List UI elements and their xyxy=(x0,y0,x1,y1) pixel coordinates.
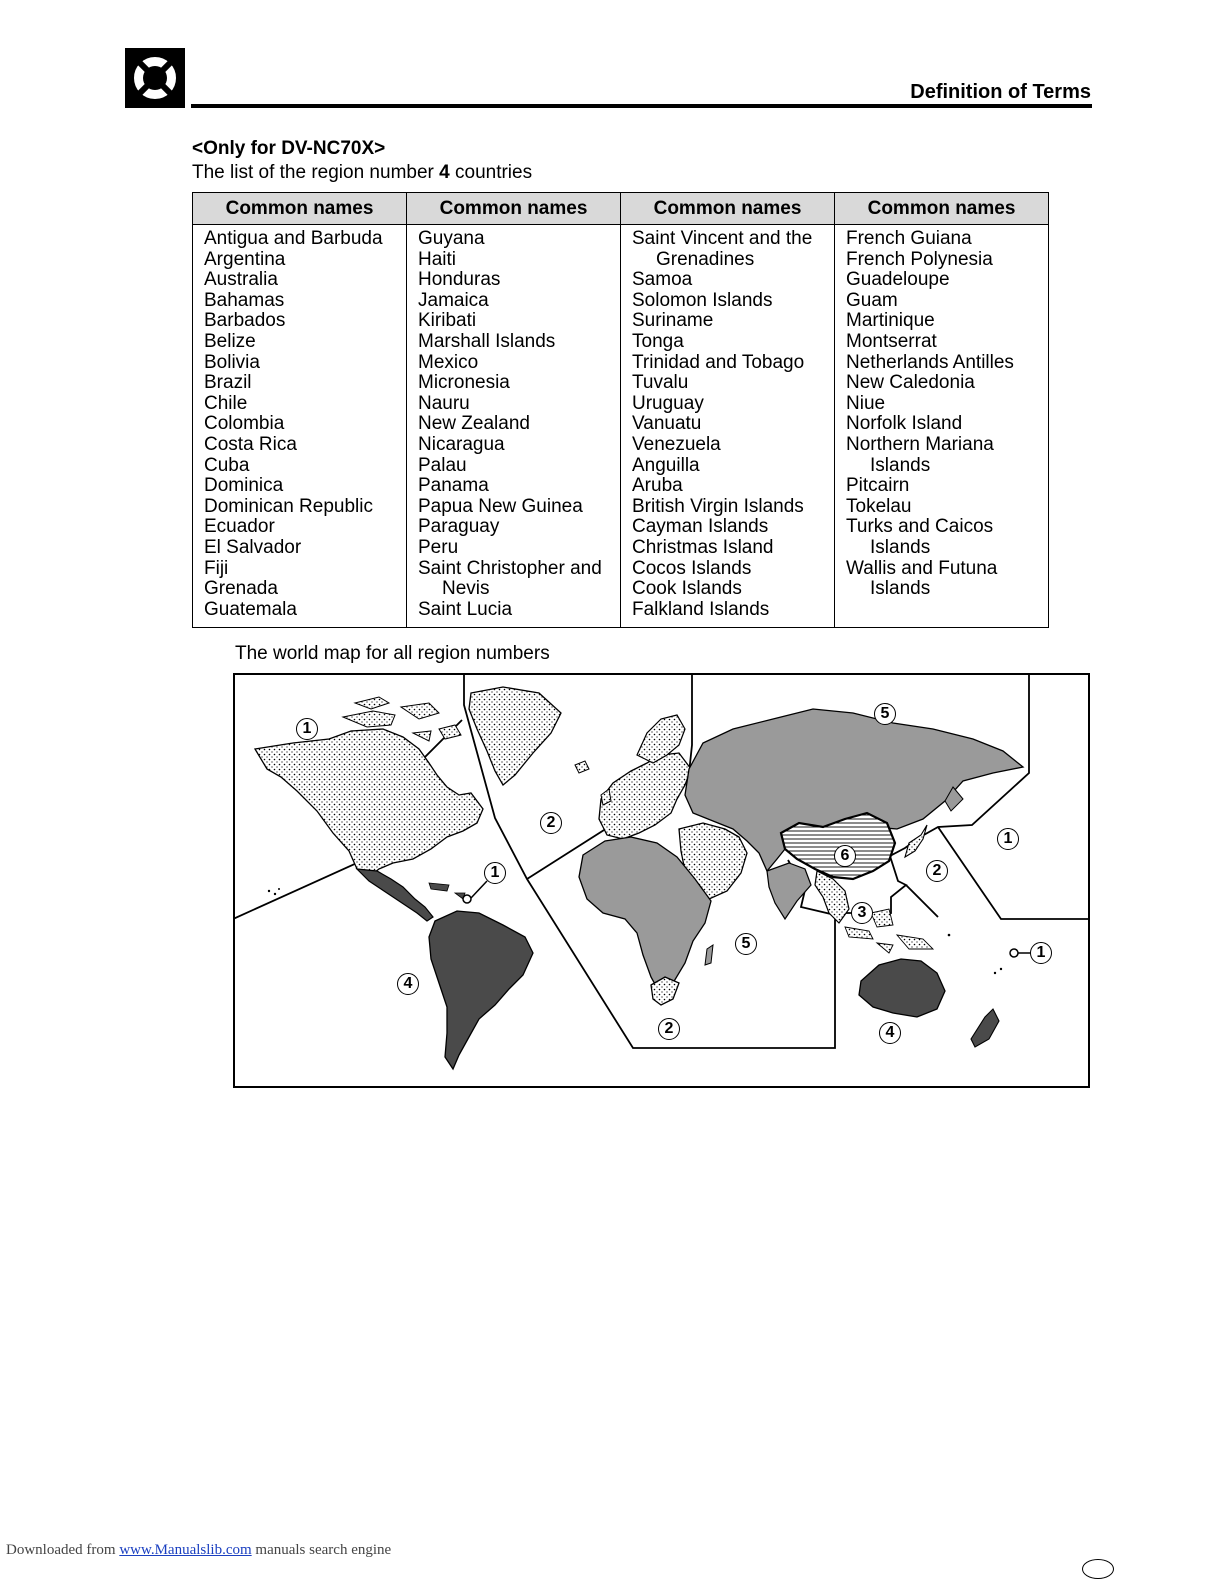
country-name: Colombia xyxy=(204,413,285,435)
country-name: Barbados xyxy=(204,310,286,332)
country-name: Suriname xyxy=(632,310,714,332)
country-name: Pitcairn xyxy=(846,475,910,497)
country-name: Cuba xyxy=(204,454,250,476)
country-name: Belize xyxy=(204,330,256,352)
region-4-country-table xyxy=(192,192,1049,628)
column-cell xyxy=(193,225,407,628)
country-name: Ecuador xyxy=(204,516,275,538)
country-list xyxy=(418,229,620,620)
country-name: Australia xyxy=(204,269,278,291)
column-cell xyxy=(621,225,835,628)
country-name: Kiribati xyxy=(418,310,477,332)
country-name: New Caledonia xyxy=(846,372,975,394)
region-number-label: 3 xyxy=(851,902,873,924)
intro-suffix: countries xyxy=(449,162,533,183)
column-header: Common names xyxy=(835,193,1049,225)
country-name: Trinidad and Tobago xyxy=(632,351,805,373)
country-name: Fiji xyxy=(204,557,229,579)
country-name: French Polynesia xyxy=(846,248,993,270)
region-number-label: 2 xyxy=(540,812,562,834)
country-name: Mexico xyxy=(418,351,479,373)
country-name: Chile xyxy=(204,392,248,414)
country-name: Panama xyxy=(418,475,489,497)
country-name: British Virgin Islands xyxy=(632,495,804,517)
country-name: Northern Mariana xyxy=(846,433,994,455)
table-header-row xyxy=(193,193,1049,225)
country-name: Montserrat xyxy=(846,330,937,352)
country-name: Islands xyxy=(870,536,931,558)
intro-prefix: The list of the region number xyxy=(192,162,440,183)
region-number-label: 2 xyxy=(658,1018,680,1040)
country-name: Islands xyxy=(870,578,931,600)
country-name: Solomon Islands xyxy=(632,289,773,311)
country-name: Norfolk Island xyxy=(846,413,963,435)
country-name: Martinique xyxy=(846,310,935,332)
country-name: Turks and Caicos xyxy=(846,516,994,538)
header-rule xyxy=(191,104,1092,108)
country-name: Brazil xyxy=(204,372,252,394)
life-buoy-icon xyxy=(125,48,185,108)
country-name: Bahamas xyxy=(204,289,285,311)
country-list xyxy=(204,229,406,620)
country-name: Tokelau xyxy=(846,495,912,517)
model-note: <Only for DV-NC70X> xyxy=(192,138,386,159)
manualslib-link[interactable]: www.Manualslib.com xyxy=(119,1542,252,1558)
country-name: Peru xyxy=(418,536,459,558)
country-name: Niue xyxy=(846,392,886,414)
region-number-label: 5 xyxy=(874,703,896,725)
country-name: Tuvalu xyxy=(632,372,689,394)
region-number-label: 1 xyxy=(997,828,1019,850)
region-number: 4 xyxy=(439,162,450,183)
region-number-label: 1 xyxy=(484,862,506,884)
column-cell xyxy=(835,225,1049,628)
country-name: Samoa xyxy=(632,269,693,291)
country-name: Christmas Island xyxy=(632,536,774,558)
country-name: Nauru xyxy=(418,392,470,414)
country-name: Cayman Islands xyxy=(632,516,769,538)
region-number-label: 4 xyxy=(397,973,419,995)
country-name: Dominica xyxy=(204,475,284,497)
country-name: Jamaica xyxy=(418,289,489,311)
country-name: Netherlands Antilles xyxy=(846,351,1014,373)
country-name: Micronesia xyxy=(418,372,510,394)
country-name: Saint Christopher and xyxy=(418,557,602,579)
country-name: Tonga xyxy=(632,330,684,352)
country-name: Grenadines xyxy=(656,248,755,270)
country-list xyxy=(632,229,834,620)
country-name: Guyana xyxy=(418,228,485,249)
country-name: Venezuela xyxy=(632,433,721,455)
country-name: Anguilla xyxy=(632,454,700,476)
column-header: Common names xyxy=(407,193,621,225)
country-name: Wallis and Futuna xyxy=(846,557,998,579)
country-name: Uruguay xyxy=(632,392,704,414)
country-name: Argentina xyxy=(204,248,286,270)
page-language-badge xyxy=(1082,1559,1114,1579)
region-number-label: 1 xyxy=(296,718,318,740)
country-name: Saint Vincent and the xyxy=(632,228,813,249)
footer-download-note xyxy=(6,1541,391,1559)
table-row xyxy=(193,225,1049,628)
country-name: Haiti xyxy=(418,248,457,270)
country-name: Cocos Islands xyxy=(632,557,752,579)
column-header: Common names xyxy=(621,193,835,225)
country-name: Palau xyxy=(418,454,467,476)
region-list-intro xyxy=(192,162,532,184)
country-name: El Salvador xyxy=(204,536,302,558)
country-list xyxy=(846,229,1048,600)
country-name: Bolivia xyxy=(204,351,260,373)
country-name: Guatemala xyxy=(204,598,297,620)
region-number-label: 2 xyxy=(926,860,948,882)
country-name: Costa Rica xyxy=(204,433,297,455)
country-name: Vanuatu xyxy=(632,413,702,435)
country-name: Guadeloupe xyxy=(846,269,950,291)
country-name: Aruba xyxy=(632,475,683,497)
country-name: Paraguay xyxy=(418,516,500,538)
region-number-label: 1 xyxy=(1030,942,1052,964)
region-number-label: 5 xyxy=(735,933,757,955)
region-number-label: 6 xyxy=(834,845,856,867)
column-header: Common names xyxy=(193,193,407,225)
country-name: Papua New Guinea xyxy=(418,495,583,517)
country-name: Grenada xyxy=(204,578,278,600)
country-name: Islands xyxy=(870,454,931,476)
map-caption: The world map for all region numbers xyxy=(235,643,550,664)
country-name: New Zealand xyxy=(418,413,530,435)
country-name: French Guiana xyxy=(846,228,972,249)
footer-prefix: Downloaded from xyxy=(6,1542,120,1558)
country-name: Cook Islands xyxy=(632,578,742,600)
country-name: Nevis xyxy=(442,578,490,600)
country-name: Guam xyxy=(846,289,898,311)
country-name: Marshall Islands xyxy=(418,330,556,352)
country-name: Antigua and Barbuda xyxy=(204,228,383,249)
country-name: Nicaragua xyxy=(418,433,505,455)
country-name: Falkland Islands xyxy=(632,598,770,620)
country-name: Dominican Republic xyxy=(204,495,373,517)
footer-suffix: manuals search engine xyxy=(251,1542,392,1558)
section-title: Definition of Terms xyxy=(910,81,1091,103)
country-name: Honduras xyxy=(418,269,501,291)
column-cell xyxy=(407,225,621,628)
region-number-label: 4 xyxy=(879,1022,901,1044)
country-name: Saint Lucia xyxy=(418,598,513,620)
